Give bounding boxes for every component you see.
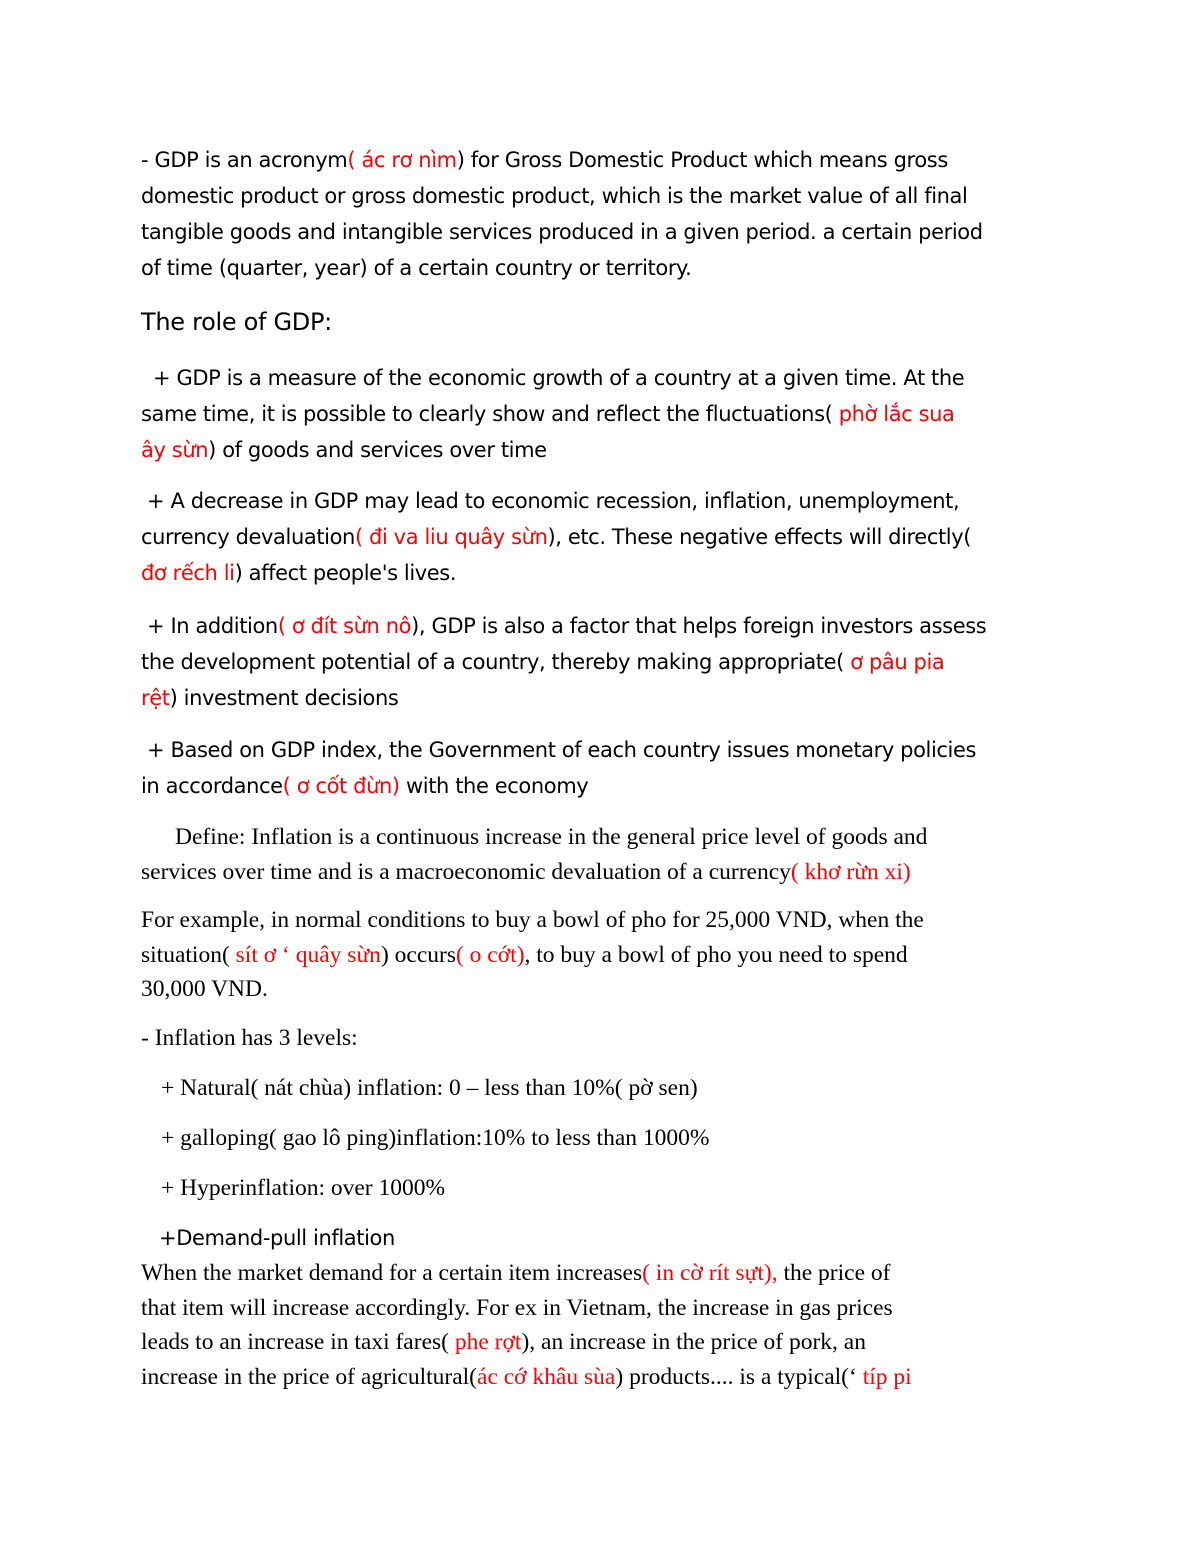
text-line: + A decrease in GDP may lead to economic recession, inflation, unemployment, — [147, 489, 960, 513]
text-line — [141, 432, 1071, 468]
text-line: + GDP is a measure of the economic growth of a country at a given time. At the — [153, 366, 965, 390]
text-run: + In addition — [147, 614, 278, 638]
text-run: ) affect people's lives. — [234, 561, 457, 585]
pronunciation-note: ( ơ đít sừn nô — [277, 614, 412, 638]
text-run: When the market demand for a certain item increases — [141, 1260, 643, 1286]
pronunciation-note: ( ác rơ nìm — [347, 148, 457, 172]
text-line — [141, 855, 1071, 890]
text-run: with the economy — [399, 774, 589, 798]
text-line — [141, 680, 1071, 716]
text-run: situation( — [141, 941, 236, 968]
pronunciation-note: sít ơ ‘ quây sừn — [235, 941, 381, 968]
text-run: increase in the price of agricultural( — [141, 1363, 478, 1390]
role-of-gdp-heading: The role of GDP: — [141, 308, 332, 336]
text-run: in accordance — [141, 774, 283, 798]
text-line — [141, 644, 1071, 680]
text-run: ) for Gross Domestic Product which means gross — [456, 148, 948, 172]
text-run: same time, it is possible to clearly show and reflect the fluctuations( — [141, 402, 839, 426]
text-line: tangible goods and intangible services produced in a given period. a certain period — [141, 220, 983, 244]
text-line — [141, 1256, 1071, 1291]
inflation-level-item: + galloping( gao lô ping)inflation:10% to less than 1000% — [161, 1125, 710, 1151]
gdp-role-item-4 — [141, 732, 1071, 804]
pronunciation-note: ác cớ khâu sùa — [477, 1363, 616, 1390]
pronunciation-note: ( ơ cốt đừn) — [282, 774, 400, 798]
pronunciation-note: ( đi va liu quây sừn — [354, 525, 548, 549]
text-run: ), an increase in the price of pork, an — [521, 1329, 866, 1355]
text-run: the price of — [777, 1260, 891, 1286]
gdp-role-item-3 — [141, 608, 1071, 716]
text-line — [141, 142, 1071, 178]
text-line: of time (quarter, year) of a certain country or territory. — [141, 256, 692, 280]
pronunciation-note: ây sừn — [141, 438, 209, 462]
text-run: ), GDP is also a factor that helps foreign investors assess — [411, 614, 987, 638]
demand-pull-paragraph — [141, 1256, 1071, 1394]
text-line — [141, 1360, 1071, 1395]
pronunciation-note: rệt — [141, 686, 170, 710]
text-run: ) investment decisions — [169, 686, 399, 710]
pronunciation-note: ( in cờ rít sựt), — [642, 1260, 778, 1286]
text-run: currency devaluation — [141, 525, 355, 549]
pronunciation-note: típ pi — [862, 1363, 912, 1390]
pronunciation-note: ( o cớt) — [455, 941, 525, 968]
gdp-definition-paragraph — [141, 142, 1071, 286]
text-run: ) of goods and services over time — [208, 438, 547, 462]
text-run: ) occurs — [380, 941, 456, 968]
text-line — [141, 519, 1071, 555]
pronunciation-note: đơ rếch li — [141, 561, 235, 585]
text-run: ), etc. These negative effects will directly( — [547, 525, 972, 549]
text-line: + Based on GDP index, the Government of each country issues monetary policies — [147, 738, 977, 762]
text-line: 30,000 VND. — [141, 976, 268, 1002]
text-line: For example, in normal conditions to buy a bowl of pho for 25,000 VND, when the — [141, 907, 924, 933]
text-line: that item will increase accordingly. For ex in Vietnam, the increase in gas prices — [141, 1294, 893, 1321]
demand-pull-title: +Demand-pull inflation — [159, 1226, 395, 1250]
pronunciation-note: phe rợt — [454, 1329, 522, 1355]
text-line — [141, 1325, 1071, 1360]
inflation-level-item: + Hyperinflation: over 1000% — [161, 1175, 446, 1201]
text-line: Define: Inflation is a continuous increase in the general price level of goods and — [175, 824, 928, 850]
text-line: domestic product or gross domestic product, which is the market value of all final — [141, 184, 968, 208]
inflation-levels-title: - Inflation has 3 levels: — [141, 1025, 358, 1051]
pronunciation-note: ( khơ rừn xi) — [790, 858, 911, 885]
text-line — [141, 396, 1071, 432]
text-run: services over time and is a macroeconomic devaluation of a currency — [141, 858, 791, 885]
inflation-definition-paragraph — [141, 820, 1071, 889]
text-line — [141, 768, 1071, 804]
text-line — [141, 555, 1071, 591]
inflation-level-item: + Natural( nát chùa) inflation: 0 – less than 10%( pờ sen) — [161, 1075, 698, 1101]
text-run: - GDP is an acronym — [141, 148, 348, 172]
gdp-role-item-1 — [141, 360, 1071, 468]
example-paragraph — [141, 903, 1071, 1007]
pronunciation-note: ơ pâu pia — [850, 650, 945, 674]
text-run: ) products.... is a typical(‘ — [615, 1363, 863, 1390]
pronunciation-note: phờ lắc sua — [838, 402, 955, 426]
text-line — [141, 608, 1071, 644]
text-run: leads to an increase in taxi fares( — [141, 1329, 455, 1355]
text-line — [141, 938, 1071, 973]
text-run: , to buy a bowl of pho you need to spend — [524, 941, 908, 968]
text-run: the development potential of a country, thereby making appropriate( — [141, 650, 851, 674]
gdp-role-item-2 — [141, 483, 1071, 591]
